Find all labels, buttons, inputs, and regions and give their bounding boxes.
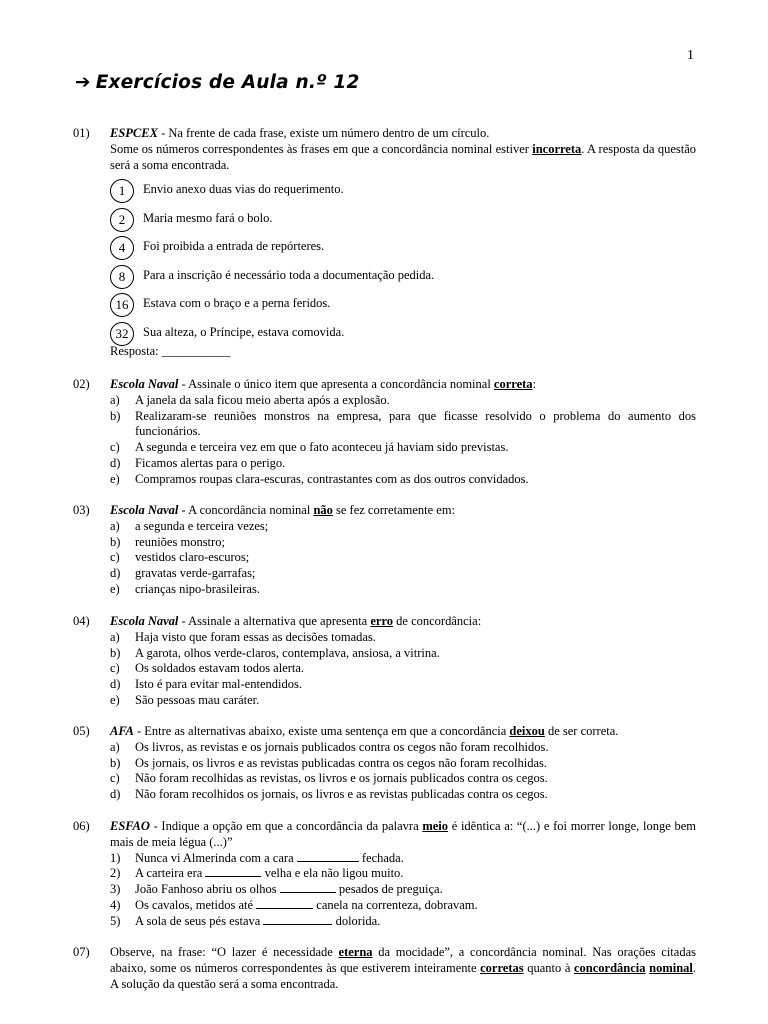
option-text: Compramos roupas clara-escuras, contrastantes com as dos outros convidados.: [135, 471, 529, 486]
keyword: incorreta: [532, 141, 582, 156]
keyword: eterna: [338, 945, 373, 959]
option-text: velha e ela não ligou muito.: [261, 866, 404, 881]
option-number: 5): [110, 913, 121, 928]
statement-text: - Assinale o único item que apresenta a concordância nominal: [178, 377, 494, 391]
option-letter: b): [110, 408, 121, 423]
option-letter: e): [110, 471, 120, 486]
question-number: 05): [73, 724, 90, 738]
item-text: Estava com o braço e a perna feridos.: [143, 296, 331, 311]
option-number: 4): [110, 897, 121, 912]
statement-text: é idêntica a: “(...) e foi morrer longe, longe bem mais de meia légua (...)”: [110, 819, 696, 849]
question-statement: [110, 503, 696, 519]
numbered-item: [110, 208, 696, 237]
option-letter: d): [110, 566, 121, 581]
option-text: crianças nipo-brasileiras.: [135, 581, 260, 596]
option[interactable]: [110, 646, 696, 662]
option-text: dolorida.: [332, 913, 381, 928]
option-letter: c): [110, 440, 120, 455]
option-text: São pessoas mau caráter.: [135, 692, 260, 707]
option[interactable]: [110, 661, 696, 677]
option-text: vestidos claro-escuros;: [135, 550, 250, 565]
option[interactable]: [110, 535, 696, 551]
option-text: fechada.: [358, 850, 404, 865]
option[interactable]: [110, 566, 696, 582]
question-source: Escola Naval: [110, 503, 179, 517]
question-4: [73, 614, 696, 709]
option-text: canela na correnteza, dobravam.: [313, 897, 478, 912]
numbered-item: [110, 293, 696, 322]
question-source: ESPCEX: [110, 126, 158, 140]
item-text: Envio anexo duas vias do requerimento.: [143, 182, 344, 197]
option-text: pesados de preguiça.: [335, 882, 443, 897]
option[interactable]: [110, 440, 696, 456]
keyword: meio: [422, 819, 449, 833]
keyword: erro: [370, 614, 394, 628]
option-text: João Fanhoso abriu os olhos: [135, 882, 280, 897]
statement-text: - Assinale a alternativa que apresenta: [178, 614, 371, 628]
page-number: 1: [687, 48, 694, 63]
option-text: gravatas verde-garrafas;: [135, 566, 256, 581]
statement-text: de ser correta.: [544, 724, 619, 738]
option[interactable]: [110, 630, 696, 646]
question-number: 02): [73, 377, 90, 391]
option-letter: e): [110, 581, 120, 596]
option[interactable]: [110, 771, 696, 787]
question-statement: [110, 126, 696, 142]
option-text: A sola de seus pés estava: [135, 913, 264, 928]
option-number: 1): [110, 850, 121, 865]
option[interactable]: [110, 851, 696, 867]
option[interactable]: [110, 787, 696, 803]
option[interactable]: [110, 677, 696, 693]
option[interactable]: [110, 393, 696, 409]
option-text: A segunda e terceira vez em que o fato aconteceu já haviam sido previstas.: [135, 440, 509, 455]
option-letter: c): [110, 771, 120, 786]
answer-blank[interactable]: ___________: [161, 343, 231, 358]
option-text: Não foram recolhidos os jornais, os livros e as revistas publicadas contra os cegos.: [135, 787, 548, 802]
arrow-right-icon: ➔: [75, 72, 91, 93]
option-letter: c): [110, 550, 120, 565]
question-6: [73, 819, 696, 930]
option-text: Ficamos alertas para o perigo.: [135, 455, 286, 470]
numbered-item: [110, 236, 696, 265]
option-text: A garota, olhos verde-claros, contemplava, ansiosa, a vitrina.: [135, 645, 440, 660]
option-letter: d): [110, 787, 121, 802]
page-title: [75, 72, 360, 93]
keyword: concordância: [573, 960, 646, 975]
statement-text: de concordância:: [393, 614, 482, 628]
option-letter: a): [110, 739, 120, 754]
option[interactable]: [110, 756, 696, 772]
circle-number: 32: [110, 322, 134, 346]
option[interactable]: [110, 866, 696, 882]
circle-number: 2: [110, 208, 134, 232]
question-statement: [110, 819, 696, 851]
question-number: 01): [73, 126, 90, 140]
question-number: 07): [73, 945, 90, 959]
option-letter: b): [110, 645, 121, 660]
item-text: Sua alteza, o Príncipe, estava comovida.: [143, 324, 345, 339]
option[interactable]: [110, 898, 696, 914]
question-5: [73, 724, 696, 803]
option-letter: e): [110, 692, 120, 707]
fill-blank[interactable]: [297, 851, 359, 862]
question-statement: [110, 724, 696, 740]
keyword: não: [313, 503, 333, 517]
option-letter: a): [110, 629, 120, 644]
option-text: Não foram recolhidas as revistas, os livros e os jornais publicados contra os cegos.: [135, 771, 548, 786]
keyword: deixou: [509, 724, 545, 738]
keyword: corretas: [480, 960, 524, 975]
option[interactable]: [110, 740, 696, 756]
option-number: 2): [110, 866, 121, 881]
option[interactable]: [110, 882, 696, 898]
option-text: Os jornais, os livros e as revistas publicadas contra os cegos não foram recolhidas.: [135, 755, 548, 770]
option-letter: d): [110, 455, 121, 470]
question-number: 03): [73, 503, 90, 517]
item-text: Para a inscrição é necessário toda a documentação pedida.: [143, 267, 435, 282]
option-text: a segunda e terceira vezes;: [135, 518, 269, 533]
question-statement: [110, 377, 696, 393]
keyword: nominal: [649, 960, 693, 975]
question-3: [73, 503, 696, 598]
circle-number: 1: [110, 179, 134, 203]
keyword: correta: [493, 377, 533, 391]
question-source: Escola Naval: [110, 614, 179, 628]
answer-line: [110, 344, 696, 360]
fill-blank[interactable]: [256, 898, 313, 909]
question-1: [73, 126, 696, 360]
option[interactable]: [110, 550, 696, 566]
fill-blank[interactable]: [205, 866, 261, 877]
option-text: A janela da sala ficou meio aberta após a explosão.: [135, 392, 390, 407]
circle-number: 16: [110, 293, 134, 317]
statement-text: . A solução da questão será a soma encontrada.: [110, 960, 697, 991]
statement-text: Observe, na frase: “O lazer é necessidade: [110, 945, 339, 959]
question-number: 06): [73, 819, 90, 833]
option-text: Os soldados estavam todos alerta.: [135, 661, 305, 676]
statement-text: quanto à: [523, 960, 574, 975]
option-number: 3): [110, 882, 121, 897]
statement-text: - Indique a opção em que a concordância da palavra: [149, 819, 423, 833]
option[interactable]: [110, 472, 696, 488]
option[interactable]: [110, 519, 696, 535]
question-instructions: [110, 142, 696, 174]
statement-text: - Entre as alternativas abaixo, existe uma sentença em que a concordância: [133, 724, 510, 738]
option-text: Nunca vi Almerinda com a cara: [135, 850, 297, 865]
numbered-item: [110, 322, 696, 344]
option-letter: b): [110, 534, 121, 549]
numbered-item: [110, 179, 696, 208]
statement-text: se fez corretamente em:: [332, 503, 456, 517]
option[interactable]: [110, 409, 696, 441]
question-statement: [110, 614, 696, 630]
question-statement: [110, 945, 696, 992]
numbered-item: [110, 265, 696, 294]
question-source: AFA: [110, 724, 134, 738]
option-text: Haja visto que foram essas as decisões tomadas.: [135, 629, 376, 644]
option-text: Os cavalos, metidos até: [135, 897, 257, 912]
circle-number: 4: [110, 236, 134, 260]
option-letter: d): [110, 677, 121, 692]
statement-text: da mocidade”, a concordância nominal. Nas orações citadas abaixo, some os números correspondentes às que estiverem inteiramente: [110, 945, 696, 975]
statement-text: - A concordância nominal: [178, 503, 314, 517]
option-text: Isto é para evitar mal-entendidos.: [135, 677, 302, 692]
option-text: A carteira era: [135, 866, 206, 881]
option-letter: b): [110, 755, 121, 770]
statement-text: - Na frente de cada frase, existe um número dentro de um círculo.: [157, 126, 490, 140]
option-letter: a): [110, 518, 120, 533]
option-letter: c): [110, 661, 120, 676]
title-text: Exercícios de Aula n.º 12: [95, 72, 360, 93]
question-7: [73, 945, 696, 992]
question-source: ESFAO: [110, 819, 150, 833]
fill-blank[interactable]: [263, 914, 332, 925]
instruction-text: Some os números correspondentes às frases em que a concordância nominal estiver: [110, 141, 533, 156]
answer-label: Resposta:: [110, 343, 162, 358]
option-text: reuniões monstro;: [135, 534, 225, 549]
option-letter: a): [110, 392, 120, 407]
option[interactable]: [110, 693, 696, 709]
option-text: Os livros, as revistas e os jornais publicados contra os cegos não foram recolhidos.: [135, 739, 549, 754]
option[interactable]: [110, 914, 696, 930]
question-2: [73, 377, 696, 488]
item-text: Foi proibida a entrada de repórteres.: [143, 239, 325, 254]
option[interactable]: [110, 456, 696, 472]
instruction-text: . A resposta da questão será a soma encontrada.: [110, 141, 697, 172]
circle-number: 8: [110, 265, 134, 289]
question-source: Escola Naval: [110, 377, 179, 391]
option-text: Realizaram-se reuniões monstros na empresa, para que ficasse resolvido o problema do aumento dos funcionários.: [135, 408, 696, 439]
option[interactable]: [110, 582, 696, 598]
fill-blank[interactable]: [280, 882, 336, 893]
statement-text: :: [532, 377, 537, 391]
item-text: Maria mesmo fará o bolo.: [143, 210, 273, 225]
question-number: 04): [73, 614, 90, 628]
